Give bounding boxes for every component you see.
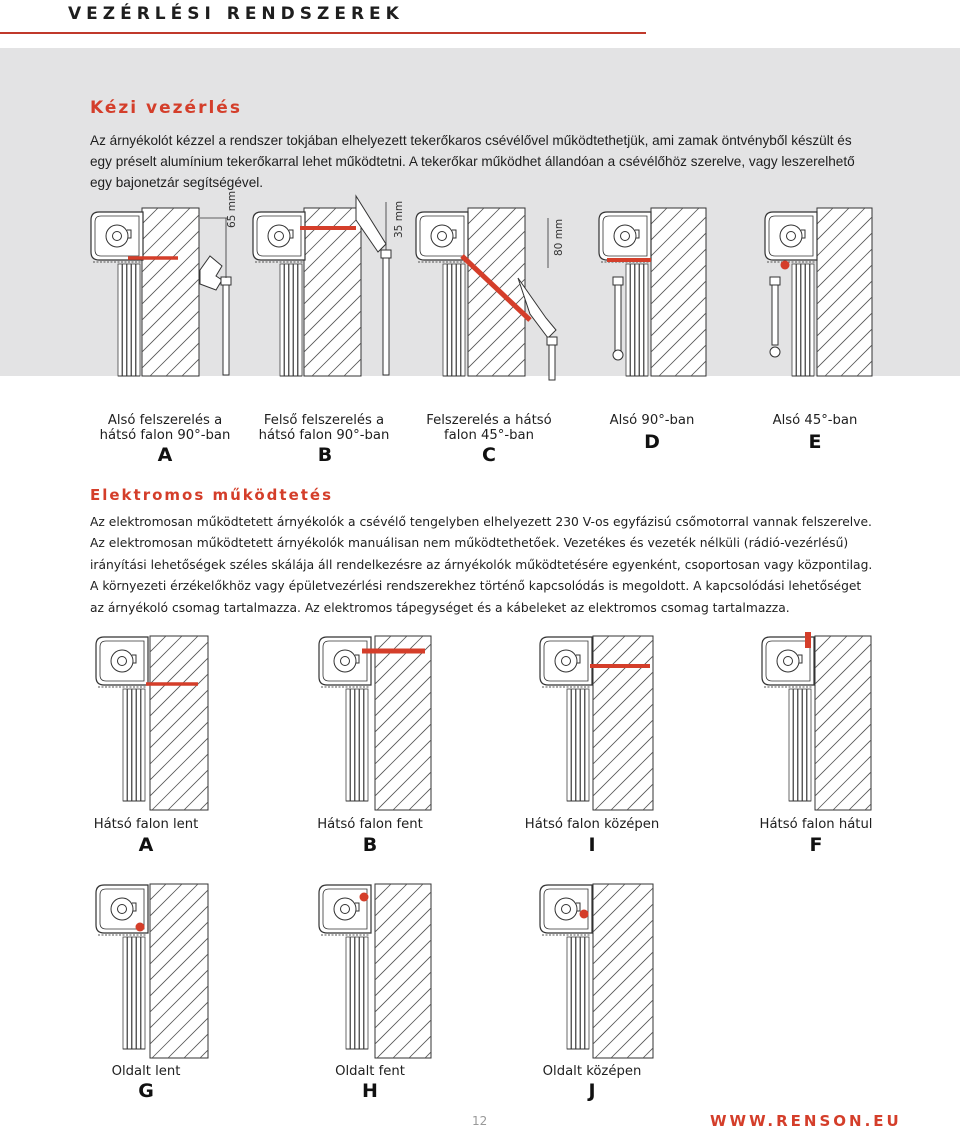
- dimension-label-80: 80 mm: [553, 218, 565, 256]
- hatch-line: [771, 884, 945, 1058]
- manual-letter-a: A: [157, 444, 173, 466]
- wall-hatch: [201, 636, 775, 810]
- guide-rail: [346, 937, 368, 1049]
- wall-section: [419, 636, 960, 810]
- guide-profile: [581, 689, 585, 801]
- hatch-line: [675, 884, 849, 1058]
- caption-line: Alsó 45°-ban: [772, 413, 858, 428]
- wall-hatch: [0, 884, 550, 1058]
- guide-profile: [137, 689, 141, 801]
- wall-section: [0, 636, 550, 810]
- wall-hatch: [201, 884, 775, 1058]
- electric-caption-g: Oldalt lent: [111, 1064, 181, 1079]
- hatch-line: [881, 636, 960, 810]
- guide-profile: [123, 689, 127, 801]
- guide-profile: [567, 937, 571, 1049]
- caption-line: falon 45°-ban: [444, 428, 534, 443]
- guide-rail: [123, 937, 145, 1049]
- operating-position-dot: [136, 923, 145, 932]
- caption-line: Felszerelés a hátsó: [426, 413, 552, 428]
- electric-letter-b: B: [362, 834, 378, 856]
- guide-profile: [576, 689, 580, 801]
- guide-profile: [360, 937, 364, 1049]
- guide-profile: [364, 937, 368, 1049]
- dimension-label-35: 35 mm: [393, 200, 405, 238]
- hatch-line: [643, 884, 817, 1058]
- manual-letter-c: C: [482, 444, 496, 466]
- manual-letter-b: B: [317, 444, 333, 466]
- guide-profile: [355, 689, 359, 801]
- guide-rail: [567, 937, 589, 1049]
- electric-letter-f: F: [809, 834, 823, 856]
- guide-profile: [572, 937, 576, 1049]
- website-link[interactable]: WWW.RENSON.EU: [710, 1112, 902, 1130]
- guide-profile: [351, 689, 355, 801]
- wall-section: [0, 884, 550, 1058]
- electric-section-title: Elektromos működtetés: [90, 486, 334, 504]
- cassette-box: [319, 885, 371, 935]
- guide-profile: [807, 689, 811, 801]
- electric-letter-a: A: [138, 834, 154, 856]
- cassette-box: [96, 637, 148, 687]
- manual-text-line: egy préselt alumínium tekerőkarral lehet működtetni. A tekerőkar működhet állandóan a csévélőhöz szerelve, vagy leszerelhető: [90, 154, 855, 169]
- electric-text-line: Az elektromosan működtetett árnyékolók a csévélő tengelyben elhelyezett 230 V-os egyfázisú csőmotorral vannak felszerelve.: [90, 515, 872, 529]
- caption-line: Felső felszerelés a: [263, 413, 385, 428]
- hatch-line: [865, 636, 960, 810]
- guide-profile: [351, 937, 355, 1049]
- caption-line: Alsó felszerelés a: [107, 413, 223, 428]
- hatch-line: [755, 884, 929, 1058]
- guide-profile: [585, 689, 589, 801]
- manual-letter-d: D: [644, 431, 660, 453]
- wall-section: [201, 636, 775, 810]
- electric-caption-h: Oldalt fent: [335, 1064, 405, 1079]
- guide-profile: [585, 937, 589, 1049]
- guide-profile: [789, 689, 793, 801]
- hatch-line: [897, 636, 960, 810]
- guide-profile: [346, 689, 350, 801]
- hatch-line: [739, 884, 913, 1058]
- caption-line: Alsó 90°-ban: [609, 413, 695, 428]
- hatch-line: [659, 884, 833, 1058]
- hatch-line: [723, 884, 897, 1058]
- manual-letter-e: E: [808, 431, 822, 453]
- guide-profile: [355, 937, 359, 1049]
- hatch-line: [787, 884, 960, 1058]
- manual-text-line: egy bajonetzár segítségével.: [90, 175, 264, 190]
- electric-text-line: Az elektromosan működtetett árnyékolók manuálisan nem működtethetőek. Vezetékes és vezeték nélküli (rádió-vezérlésű): [90, 536, 849, 551]
- guide-profile: [128, 937, 132, 1049]
- hatch-line: [707, 884, 881, 1058]
- wall-hatch: [419, 636, 960, 810]
- roller-axle: [562, 657, 571, 666]
- manual-text-line: Az árnyékolót kézzel a rendszer tokjában elhelyezett tekerőkaros csévélővel működtethetjük, ami zamak öntvényből készült és: [90, 133, 852, 148]
- guide-profile: [364, 689, 368, 801]
- roller-axle: [341, 657, 350, 666]
- wall-section: [201, 884, 775, 1058]
- cassette-box: [540, 637, 592, 687]
- guide-profile: [360, 689, 364, 801]
- electric-letter-j: J: [588, 1080, 596, 1102]
- roller-axle: [118, 905, 127, 914]
- electric-caption-f: Hátsó falon hátul: [759, 817, 873, 832]
- operating-position-dot: [580, 910, 589, 919]
- guide-profile: [128, 689, 132, 801]
- operating-position-dot: [360, 893, 369, 902]
- guide-profile: [803, 689, 807, 801]
- roller-axle: [562, 905, 571, 914]
- roller-axle: [784, 657, 793, 666]
- guide-profile: [567, 689, 571, 801]
- page-number: 12: [472, 1114, 488, 1128]
- guide-rail: [346, 689, 368, 801]
- guide-profile: [141, 689, 145, 801]
- hatch-line: [929, 636, 960, 810]
- hatch-line: [803, 884, 960, 1058]
- dimension-label-65: 65 mm: [226, 190, 238, 228]
- hatch-line: [913, 636, 960, 810]
- guide-profile: [794, 689, 798, 801]
- caption-line: hátsó falon 90°-ban: [99, 428, 231, 443]
- roller-axle: [118, 657, 127, 666]
- electric-caption-i: Hátsó falon középen: [524, 817, 660, 832]
- guide-profile: [798, 689, 802, 801]
- guide-profile: [123, 937, 127, 1049]
- electric-text-line: az árnyékoló csomag tartalmazza. Az elektromos tápegységet és a kábeleket az elektromos csomag tartalmazza.: [90, 600, 790, 615]
- cassette-box: [319, 637, 371, 687]
- guide-profile: [572, 689, 576, 801]
- electric-caption-j: Oldalt középen: [542, 1064, 642, 1079]
- wall-hatch: [419, 884, 960, 1058]
- page-header-title: VEZÉRLÉSI RENDSZEREK: [68, 4, 404, 24]
- roller-axle: [341, 905, 350, 914]
- guide-rail: [123, 689, 145, 801]
- wall-section: [419, 884, 960, 1058]
- hatch-line: [691, 884, 865, 1058]
- electric-letter-i: I: [588, 834, 596, 856]
- guide-profile: [137, 937, 141, 1049]
- hatch-line: [945, 636, 960, 810]
- wall-hatch: [0, 636, 550, 810]
- electric-caption-a: Hátsó falon lent: [93, 817, 199, 832]
- guide-rail: [789, 689, 811, 801]
- guide-profile: [141, 937, 145, 1049]
- electric-caption-b: Hátsó falon fent: [317, 817, 423, 832]
- guide-profile: [576, 937, 580, 1049]
- electric-letter-h: H: [362, 1080, 378, 1102]
- guide-profile: [346, 937, 350, 1049]
- guide-profile: [132, 689, 136, 801]
- guide-profile: [581, 937, 585, 1049]
- caption-line: hátsó falon 90°-ban: [258, 428, 390, 443]
- hatch-line: [819, 884, 960, 1058]
- electric-letter-g: G: [138, 1080, 154, 1102]
- manual-section-title: Kézi vezérlés: [90, 98, 242, 118]
- guide-rail: [567, 689, 589, 801]
- guide-profile: [132, 937, 136, 1049]
- electric-text-line: irányítási lehetőségek széles skálája áll rendelkezésre az árnyékolók működtetésére egyenként, csoportosan vagy központilag.: [90, 557, 873, 572]
- electric-text-line: A környezeti érzékelőkhöz vagy épületvezérlési rendszerekhez történő kapcsolódás is megoldott. A kapcsolódási lehetőséget: [90, 579, 862, 594]
